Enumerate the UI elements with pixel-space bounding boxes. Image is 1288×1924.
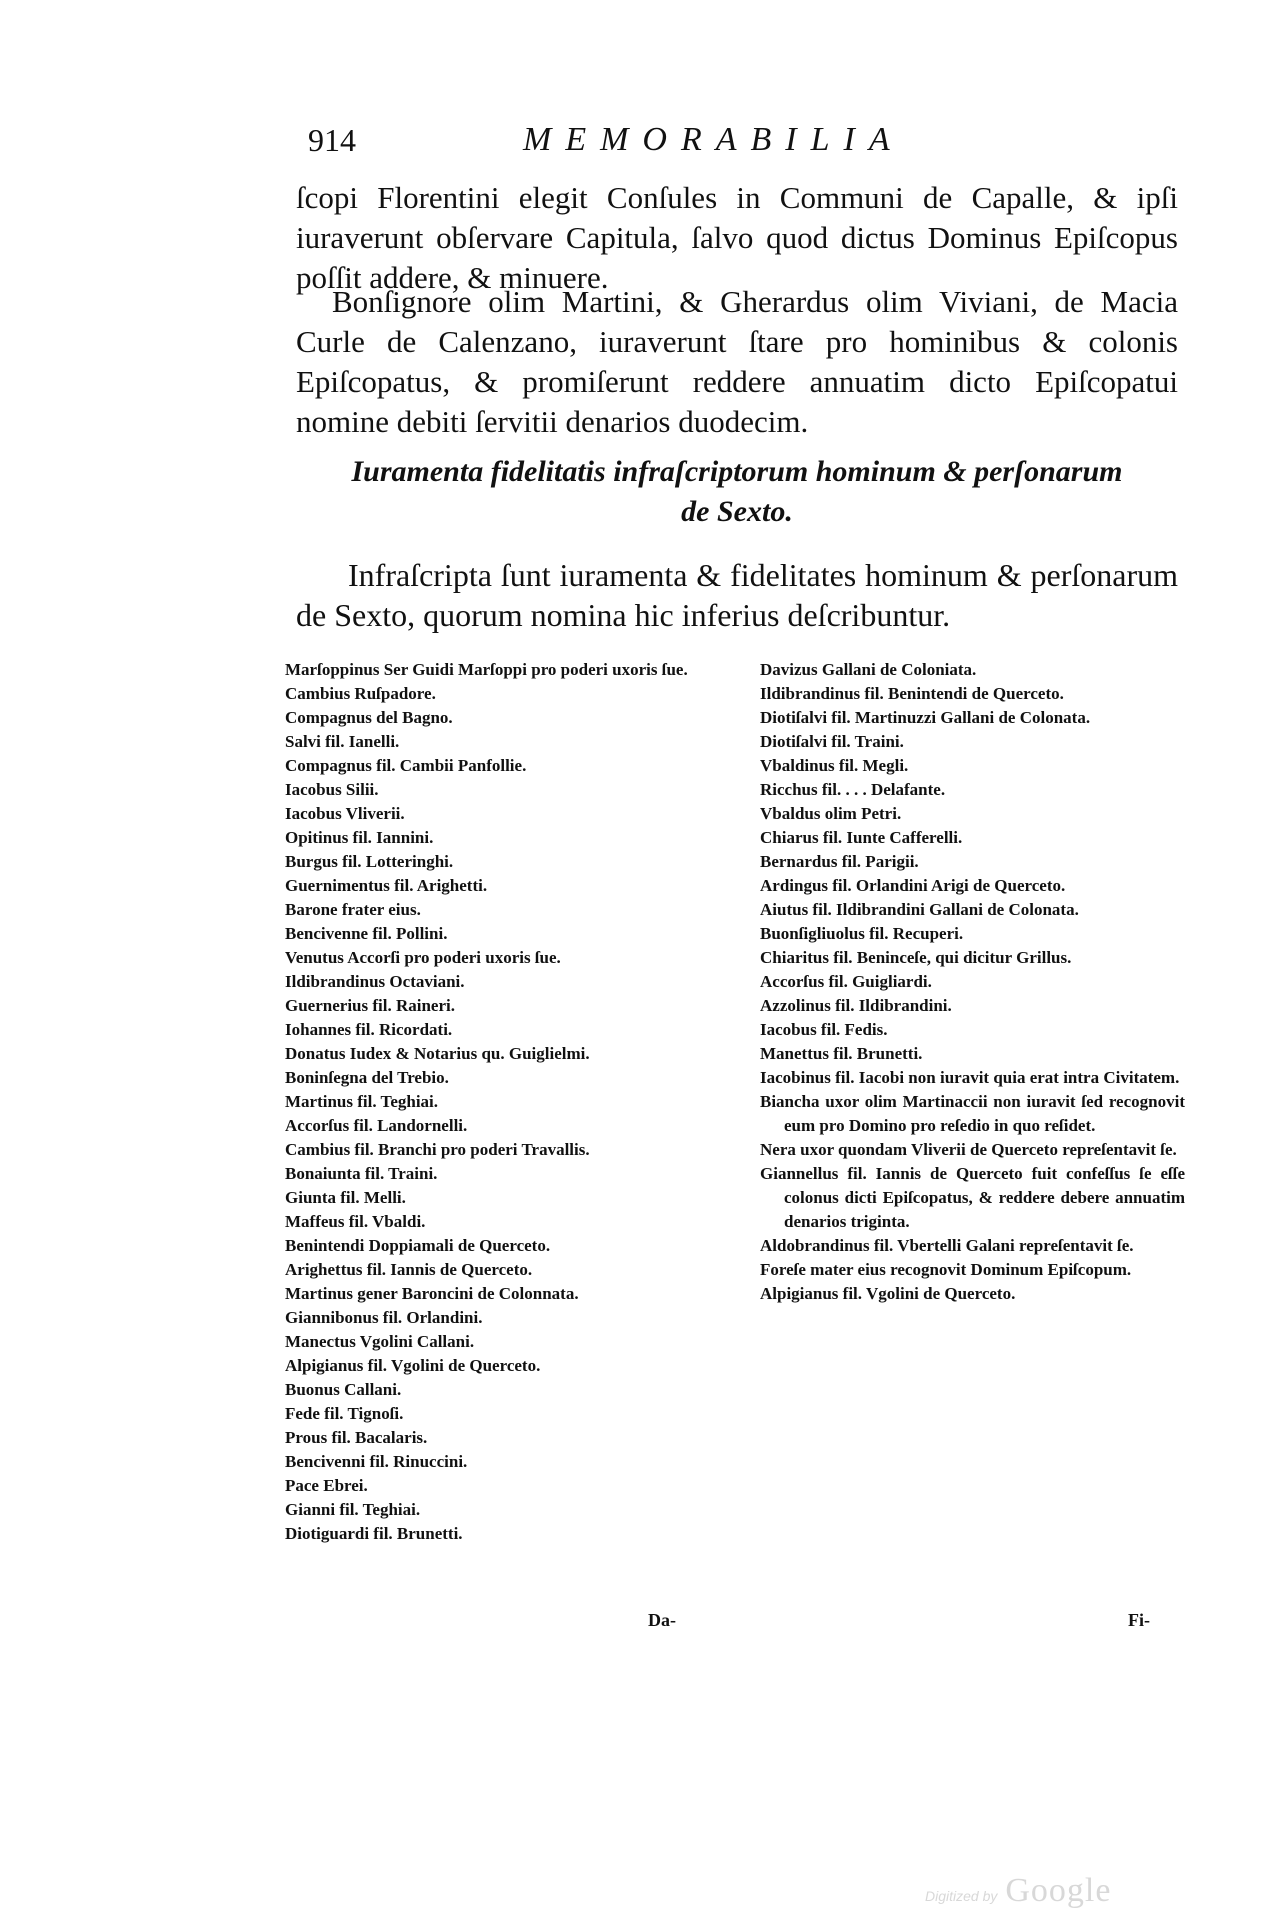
name-entry: Diotiguardi fil. Brunetti. <box>285 1524 463 1543</box>
prose-paragraph-2: Bonſignore olim Martini, & Gherardus olim Viviani, de Macia Curle de Calenzano, iuraverunt ſtare pro hominibus & colonis Epiſcopatus, & promiſerunt reddere annuatim dicto Epiſcopatui nomine debiti ſervitii denarios duodecim. <box>296 284 1178 439</box>
name-entry: Giunta fil. Melli. <box>285 1188 406 1207</box>
name-entry: Bonaiunta fil. Traini. <box>285 1164 438 1183</box>
name-entry: Donatus Iudex & Notarius qu. Guiglielmi. <box>285 1044 590 1063</box>
name-entry: Opitinus fil. Iannini. <box>285 828 434 847</box>
name-entry: Nera uxor quondam Vliverii de Querceto repreſentavit ſe. <box>760 1140 1177 1159</box>
name-entry: Aldobrandinus fil. Vbertelli Galani repreſentavit ſe. <box>760 1236 1134 1255</box>
name-entry: Diotiſalvi fil. Martinuzzi Gallani de Colonata. <box>760 708 1091 727</box>
name-entry: Salvi fil. Ianelli. <box>285 732 400 751</box>
name-entry: Buonus Callani. <box>285 1380 402 1399</box>
name-entry: Cambius fil. Branchi pro poderi Travallis. <box>285 1140 590 1159</box>
name-entry: Gianni fil. Teghiai. <box>285 1500 421 1519</box>
name-entry: Iohannes fil. Ricordati. <box>285 1020 453 1039</box>
page-header <box>308 120 1188 160</box>
name-entry: Biancha uxor olim Martinaccii non iuravit ſed recognovit eum pro Domino pro reſedio in quo reſidet. <box>760 1092 1185 1135</box>
name-entry: Ricchus fil. . . . Delafante. <box>760 780 946 799</box>
name-entry: Azzolinus fil. Ildibrandini. <box>760 996 952 1015</box>
name-entry: Chiarus fil. Iunte Cafferelli. <box>760 828 963 847</box>
digitization-watermark <box>925 1872 1111 1910</box>
name-entry: Accorſus fil. Landornelli. <box>285 1116 468 1135</box>
name-entry: Accorſus fil. Guigliardi. <box>760 972 932 991</box>
name-entry: Bencivenni fil. Rinuccini. <box>285 1452 468 1471</box>
name-entry: Marſoppinus Ser Guidi Marſoppi pro poderi uxoris ſue. <box>285 660 688 679</box>
name-entry: Iacobus fil. Fedis. <box>760 1020 888 1039</box>
name-entry: Ardingus fil. Orlandini Arigi de Querceto. <box>760 876 1066 895</box>
right-name-column <box>760 658 1185 1546</box>
section-heading-line-2: de Sexto. <box>681 495 793 528</box>
section-heading-line-1: Iuramenta fidelitatis infraſcriptorum hominum & perſonarum <box>351 455 1123 488</box>
prose-paragraph-2-wrapper <box>296 282 1178 442</box>
name-entry: Aiutus fil. Ildibrandini Gallani de Colonata. <box>760 900 1079 919</box>
name-entry: Prous fil. Bacalaris. <box>285 1428 428 1447</box>
catchword-left: Da- <box>648 1610 676 1630</box>
name-entry: Maffeus fil. Vbaldi. <box>285 1212 426 1231</box>
name-entry: Benintendi Doppiamali de Querceto. <box>285 1236 551 1255</box>
name-list-columns <box>285 658 1185 1546</box>
catchword-right: Fi- <box>1128 1610 1150 1630</box>
section-heading <box>296 452 1178 532</box>
name-entry: Davizus Gallani de Coloniata. <box>760 660 977 679</box>
page-number: 914 <box>308 122 356 158</box>
name-entry: Cambius Ruſpadore. <box>285 684 436 703</box>
name-entry: Barone frater eius. <box>285 900 421 919</box>
name-entry: Fede fil. Tignoſi. <box>285 1404 404 1423</box>
prose-paragraph-1: ſcopi Florentini elegit Conſules in Communi de Capalle, & ipſi iuraverunt obſervare Capitula, ſalvo quod dictus Dominus Epiſcopus poſſit addere, & minuere. <box>296 180 1178 295</box>
name-entry: Manectus Vgolini Callani. <box>285 1332 475 1351</box>
name-entry: Alpigianus fil. Vgolini de Querceto. <box>285 1356 541 1375</box>
running-title: MEMORABILIA <box>523 121 904 158</box>
name-entry: Vbaldus olim Petri. <box>760 804 902 823</box>
section-intro: Infraſcripta ſunt iuramenta & fidelitates hominum & perſonarum de Sexto, quorum nomina hic inferius deſcribuntur. <box>296 557 1178 633</box>
name-entry: Chiaritus fil. Beninceſe, qui dicitur Grillus. <box>760 948 1072 967</box>
name-entry: Iacobus Vliverii. <box>285 804 405 823</box>
name-entry: Martinus gener Baroncini de Colonnata. <box>285 1284 579 1303</box>
name-entry: Diotiſalvi fil. Traini. <box>760 732 904 751</box>
name-entry: Iacobinus fil. Iacobi non iuravit quia erat intra Civitatem. <box>760 1068 1180 1087</box>
name-entry: Bernardus fil. Parigii. <box>760 852 919 871</box>
name-entry: Boninſegna del Trebio. <box>285 1068 449 1087</box>
watermark-prefix: Digitized by <box>925 1888 998 1904</box>
name-entry: Compagnus del Bagno. <box>285 708 453 727</box>
name-entry: Martinus fil. Teghiai. <box>285 1092 439 1111</box>
name-entry: Giannellus fil. Iannis de Querceto fuit confeſſus ſe eſſe colonus dicti Epiſcopatus, & reddere debere annuatim denarios triginta. <box>760 1164 1185 1231</box>
name-entry: Venutus Accorſi pro poderi uxoris ſue. <box>285 948 561 967</box>
name-entry: Iacobus Silii. <box>285 780 379 799</box>
name-entry: Bencivenne fil. Pollini. <box>285 924 448 943</box>
google-logo: Google <box>1005 1872 1112 1909</box>
name-entry: Alpigianus fil. Vgolini de Querceto. <box>760 1284 1016 1303</box>
name-entry: Compagnus fil. Cambii Panfollie. <box>285 756 527 775</box>
name-entry: Vbaldinus fil. Megli. <box>760 756 909 775</box>
name-entry: Guernimentus fil. Arighetti. <box>285 876 488 895</box>
name-entry: Manettus fil. Brunetti. <box>760 1044 923 1063</box>
name-entry: Buonſigliuolus fil. Recuperi. <box>760 924 964 943</box>
left-name-column <box>285 658 715 1546</box>
section-intro-wrapper <box>296 555 1178 635</box>
name-entry: Giannibonus fil. Orlandini. <box>285 1308 483 1327</box>
name-entry: Pace Ebrei. <box>285 1476 368 1495</box>
name-entry: Guernerius fil. Raineri. <box>285 996 455 1015</box>
name-entry: Burgus fil. Lotteringhi. <box>285 852 454 871</box>
name-entry: Ildibrandinus Octaviani. <box>285 972 465 991</box>
name-entry: Arighettus fil. Iannis de Querceto. <box>285 1260 533 1279</box>
name-entry: Ildibrandinus fil. Benintendi de Querceto. <box>760 684 1064 703</box>
name-entry: Foreſe mater eius recognovit Dominum Epiſcopum. <box>760 1260 1132 1279</box>
